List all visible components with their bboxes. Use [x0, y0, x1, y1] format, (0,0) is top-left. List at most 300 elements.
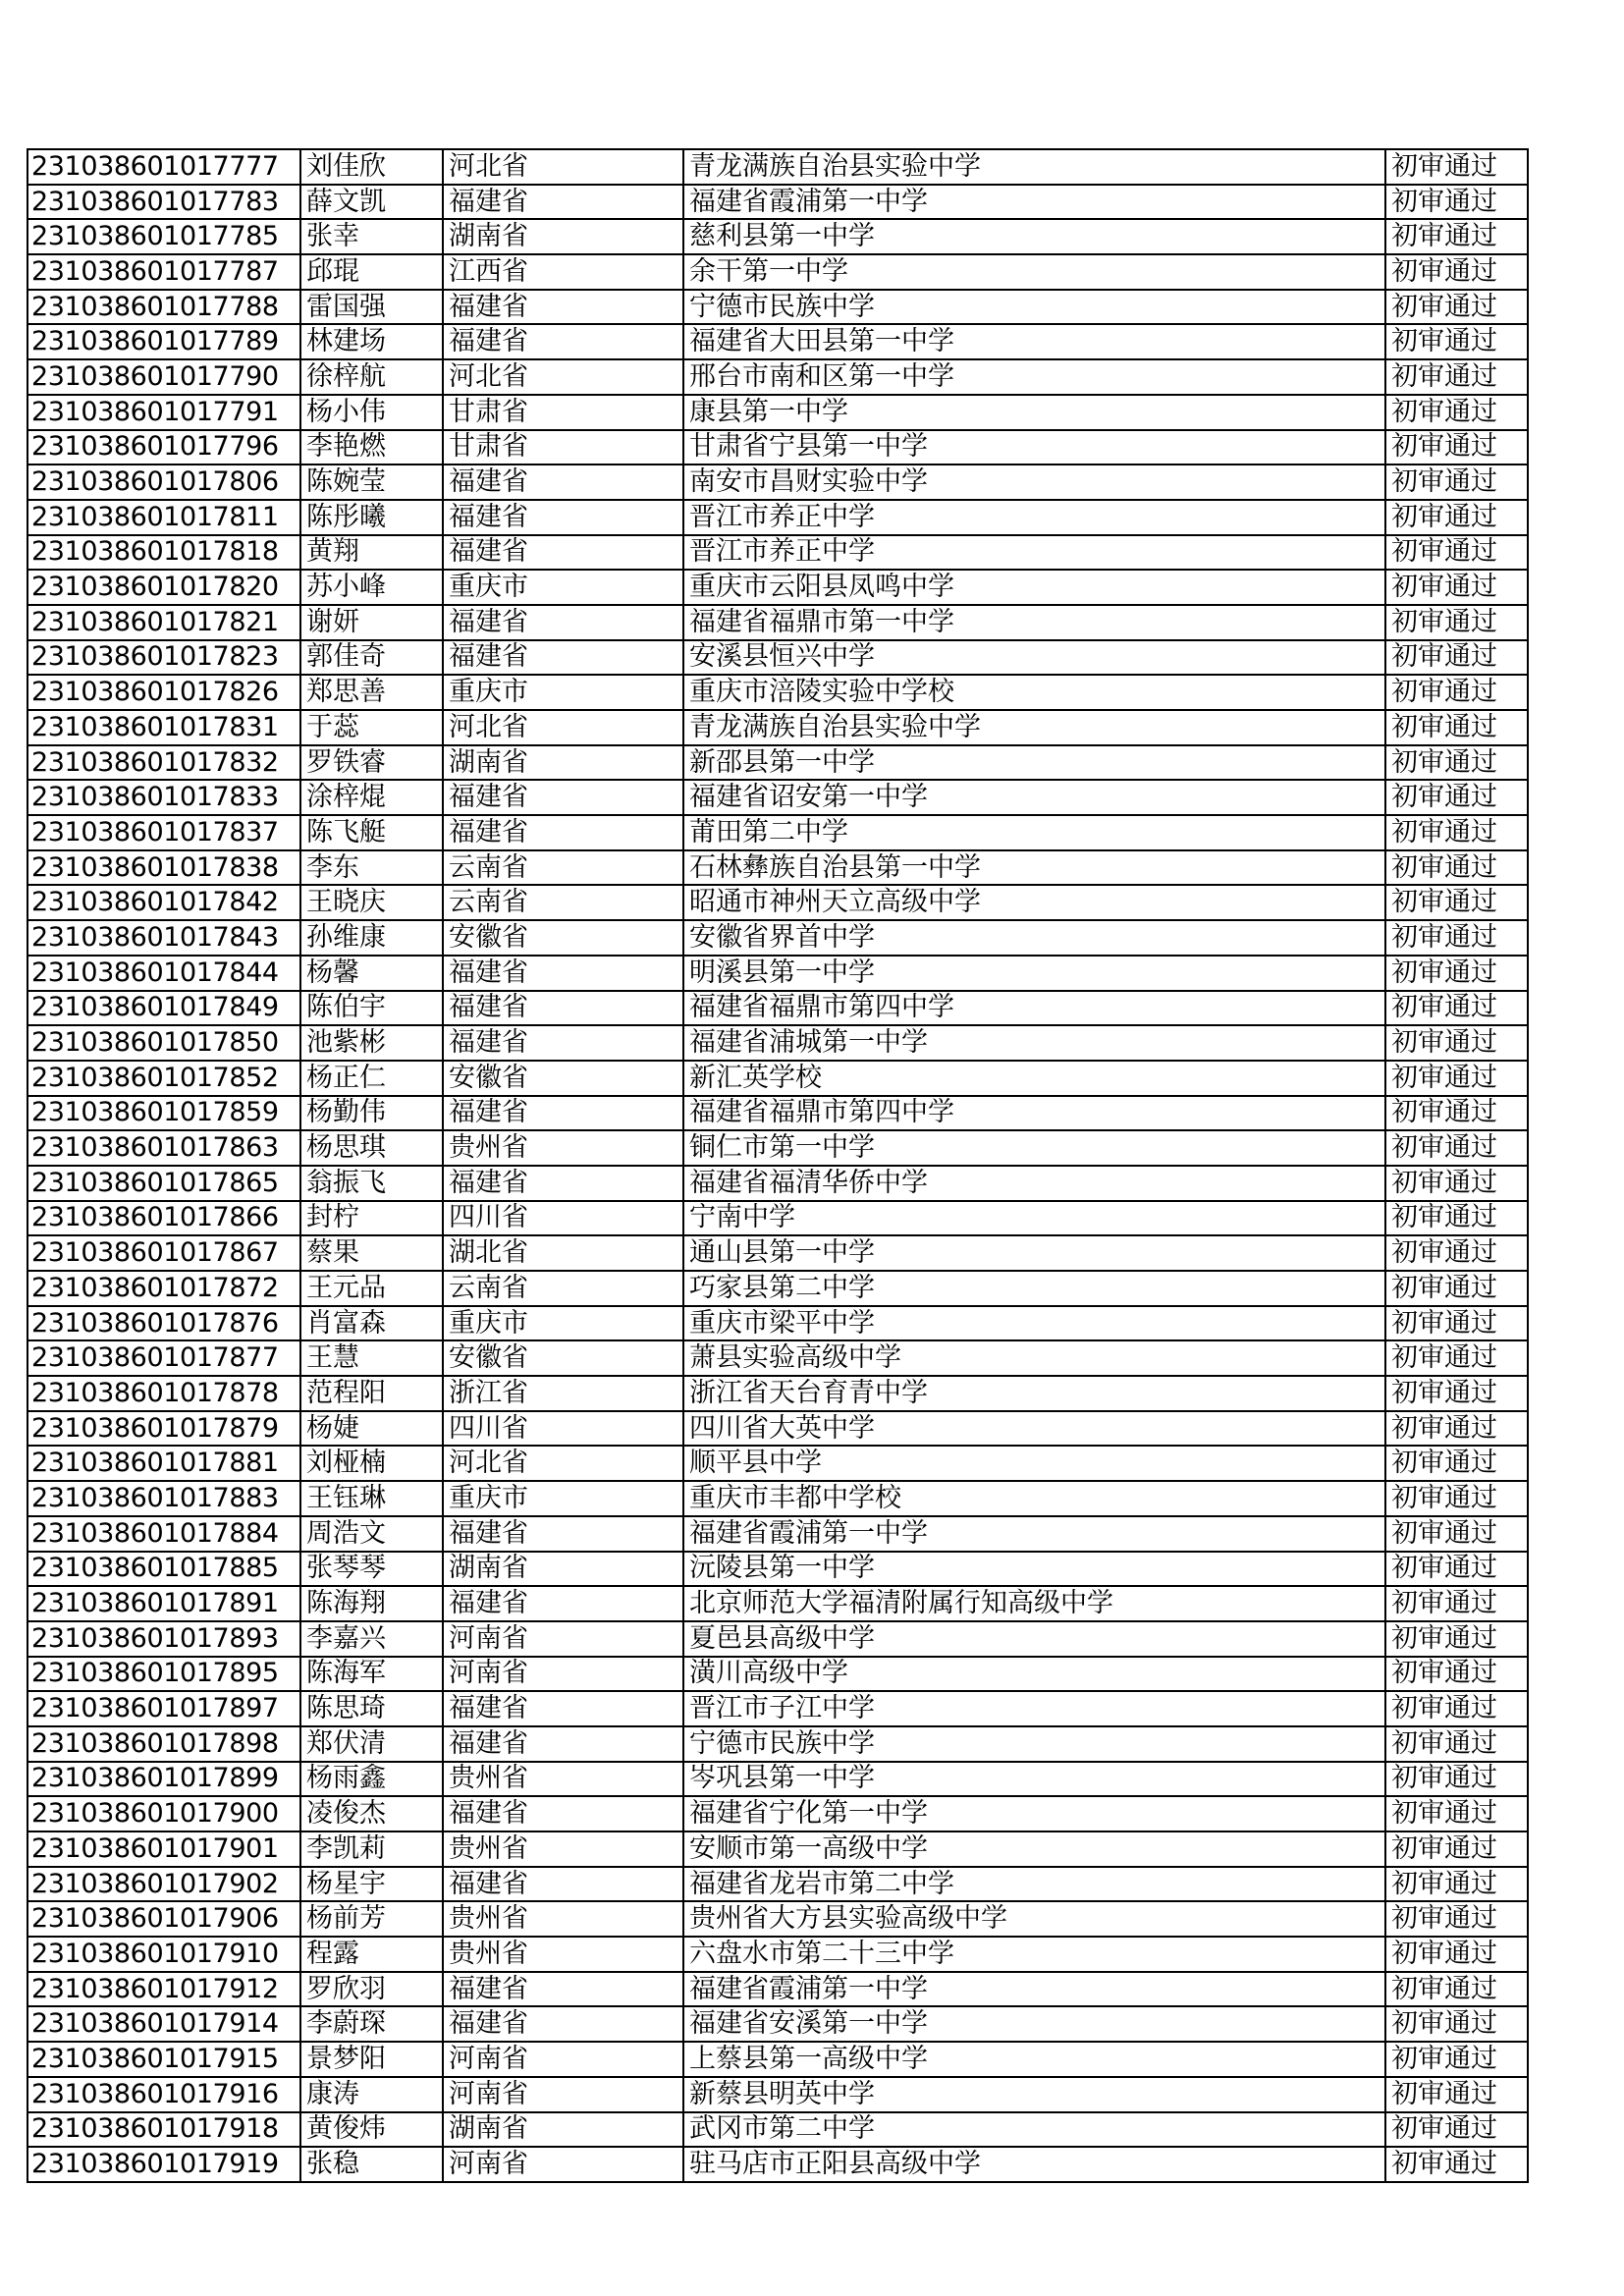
review-status-cell: 初审通过: [1385, 185, 1528, 220]
table-row: [27, 1726, 1528, 1762]
registration-id-cell: 231038601017879: [27, 1411, 300, 1447]
review-status-cell: 初审通过: [1385, 710, 1528, 745]
table-row: [27, 1340, 1528, 1376]
registration-id-cell: 231038601017838: [27, 850, 300, 886]
table-row: [27, 1446, 1528, 1481]
school-cell: 巧家县第二中学: [683, 1271, 1385, 1306]
table-row: [27, 1691, 1528, 1726]
registration-id-cell: 231038601017777: [27, 149, 300, 185]
registration-id-cell: 231038601017867: [27, 1235, 300, 1271]
table-row: [27, 324, 1528, 359]
name-cell: 陈飞艇: [300, 815, 443, 850]
school-cell: 青龙满族自治县实验中学: [683, 710, 1385, 745]
name-cell: 雷国强: [300, 290, 443, 325]
name-cell: 程露: [300, 1937, 443, 1972]
school-cell: 晋江市养正中学: [683, 500, 1385, 535]
review-status-cell: 初审通过: [1385, 745, 1528, 781]
province-cell: 甘肃省: [443, 430, 683, 465]
name-cell: 杨小伟: [300, 395, 443, 430]
registration-id-cell: 231038601017891: [27, 1586, 300, 1621]
registration-id-cell: 231038601017918: [27, 2112, 300, 2148]
school-cell: 六盘水市第二十三中学: [683, 1937, 1385, 1972]
review-status-cell: 初审通过: [1385, 359, 1528, 395]
name-cell: 陈海翔: [300, 1586, 443, 1621]
province-cell: 福建省: [443, 1726, 683, 1762]
registration-id-cell: 231038601017849: [27, 991, 300, 1026]
province-cell: 福建省: [443, 1796, 683, 1831]
name-cell: 徐梓航: [300, 359, 443, 395]
province-cell: 福建省: [443, 815, 683, 850]
province-cell: 河南省: [443, 2147, 683, 2182]
province-cell: 福建省: [443, 780, 683, 815]
registration-id-cell: 231038601017863: [27, 1130, 300, 1166]
name-cell: 陈婉莹: [300, 465, 443, 500]
registration-id-cell: 231038601017818: [27, 535, 300, 571]
registration-id-cell: 231038601017823: [27, 640, 300, 676]
review-status-cell: 初审通过: [1385, 991, 1528, 1026]
province-cell: 福建省: [443, 324, 683, 359]
name-cell: 王元品: [300, 1271, 443, 1306]
province-cell: 四川省: [443, 1411, 683, 1447]
province-cell: 安徽省: [443, 920, 683, 956]
registration-id-cell: 231038601017796: [27, 430, 300, 465]
province-cell: 贵州省: [443, 1130, 683, 1166]
table-row: [27, 2006, 1528, 2042]
review-status-cell: 初审通过: [1385, 1796, 1528, 1831]
registration-id-cell: 231038601017872: [27, 1271, 300, 1306]
table-row: [27, 745, 1528, 781]
review-status-cell: 初审通过: [1385, 1516, 1528, 1552]
province-cell: 福建省: [443, 640, 683, 676]
review-status-cell: 初审通过: [1385, 1867, 1528, 1902]
name-cell: 凌俊杰: [300, 1796, 443, 1831]
registration-id-cell: 231038601017783: [27, 185, 300, 220]
school-cell: 岑巩县第一中学: [683, 1762, 1385, 1797]
results-table-body: [27, 149, 1528, 2182]
registration-id-cell: 231038601017893: [27, 1621, 300, 1657]
name-cell: 蔡果: [300, 1235, 443, 1271]
name-cell: 杨思琪: [300, 1130, 443, 1166]
table-row: [27, 500, 1528, 535]
table-row: [27, 1481, 1528, 1516]
review-status-cell: 初审通过: [1385, 850, 1528, 886]
province-cell: 云南省: [443, 885, 683, 920]
table-row: [27, 920, 1528, 956]
table-row: [27, 850, 1528, 886]
table-row: [27, 605, 1528, 640]
province-cell: 湖南省: [443, 745, 683, 781]
review-status-cell: 初审通过: [1385, 1691, 1528, 1726]
table-row: [27, 149, 1528, 185]
name-cell: 李嘉兴: [300, 1621, 443, 1657]
name-cell: 郭佳奇: [300, 640, 443, 676]
name-cell: 杨正仁: [300, 1061, 443, 1096]
school-cell: 晋江市养正中学: [683, 535, 1385, 571]
review-status-cell: 初审通过: [1385, 1130, 1528, 1166]
review-status-cell: 初审通过: [1385, 640, 1528, 676]
registration-id-cell: 231038601017876: [27, 1306, 300, 1341]
name-cell: 涂梓焜: [300, 780, 443, 815]
registration-id-cell: 231038601017877: [27, 1340, 300, 1376]
registration-id-cell: 231038601017831: [27, 710, 300, 745]
registration-id-cell: 231038601017906: [27, 1901, 300, 1937]
review-status-cell: 初审通过: [1385, 1586, 1528, 1621]
name-cell: 郑伏清: [300, 1726, 443, 1762]
name-cell: 杨前芳: [300, 1901, 443, 1937]
name-cell: 陈海军: [300, 1657, 443, 1692]
school-cell: 沅陵县第一中学: [683, 1552, 1385, 1587]
province-cell: 福建省: [443, 1867, 683, 1902]
province-cell: 河南省: [443, 1657, 683, 1692]
school-cell: 晋江市子江中学: [683, 1691, 1385, 1726]
name-cell: 陈彤曦: [300, 500, 443, 535]
registration-id-cell: 231038601017914: [27, 2006, 300, 2042]
province-cell: 重庆市: [443, 675, 683, 710]
table-row: [27, 710, 1528, 745]
registration-id-cell: 231038601017842: [27, 885, 300, 920]
registration-id-cell: 231038601017833: [27, 780, 300, 815]
name-cell: 陈伯宇: [300, 991, 443, 1026]
school-cell: 新邵县第一中学: [683, 745, 1385, 781]
school-cell: 重庆市涪陵实验中学校: [683, 675, 1385, 710]
name-cell: 林建场: [300, 324, 443, 359]
registration-id-cell: 231038601017788: [27, 290, 300, 325]
table-row: [27, 2112, 1528, 2148]
school-cell: 邢台市南和区第一中学: [683, 359, 1385, 395]
table-row: [27, 219, 1528, 254]
province-cell: 四川省: [443, 1201, 683, 1236]
name-cell: 李东: [300, 850, 443, 886]
province-cell: 湖南省: [443, 219, 683, 254]
school-cell: 新蔡县明英中学: [683, 2077, 1385, 2112]
review-status-cell: 初审通过: [1385, 2042, 1528, 2077]
review-status-cell: 初审通过: [1385, 149, 1528, 185]
province-cell: 江西省: [443, 254, 683, 290]
name-cell: 陈思琦: [300, 1691, 443, 1726]
table-row: [27, 1621, 1528, 1657]
name-cell: 李艳燃: [300, 430, 443, 465]
review-status-cell: 初审通过: [1385, 1096, 1528, 1131]
province-cell: 福建省: [443, 605, 683, 640]
school-cell: 重庆市梁平中学: [683, 1306, 1385, 1341]
province-cell: 河南省: [443, 2077, 683, 2112]
province-cell: 福建省: [443, 465, 683, 500]
name-cell: 翁振飞: [300, 1166, 443, 1201]
review-status-cell: 初审通过: [1385, 1340, 1528, 1376]
province-cell: 重庆市: [443, 570, 683, 605]
name-cell: 封柠: [300, 1201, 443, 1236]
table-row: [27, 570, 1528, 605]
registration-id-cell: 231038601017878: [27, 1376, 300, 1411]
review-status-cell: 初审通过: [1385, 1446, 1528, 1481]
name-cell: 范程阳: [300, 1376, 443, 1411]
school-cell: 萧县实验高级中学: [683, 1340, 1385, 1376]
name-cell: 黄翔: [300, 535, 443, 571]
school-cell: 宁德市民族中学: [683, 1726, 1385, 1762]
table-row: [27, 885, 1528, 920]
table-row: [27, 1762, 1528, 1797]
review-status-cell: 初审通过: [1385, 1376, 1528, 1411]
table-row: [27, 1937, 1528, 1972]
school-cell: 福建省霞浦第一中学: [683, 185, 1385, 220]
province-cell: 河南省: [443, 1621, 683, 1657]
name-cell: 刘佳欣: [300, 149, 443, 185]
review-status-cell: 初审通过: [1385, 2077, 1528, 2112]
name-cell: 杨星宇: [300, 1867, 443, 1902]
province-cell: 甘肃省: [443, 395, 683, 430]
school-cell: 安溪县恒兴中学: [683, 640, 1385, 676]
name-cell: 景梦阳: [300, 2042, 443, 2077]
review-status-cell: 初审通过: [1385, 254, 1528, 290]
province-cell: 云南省: [443, 850, 683, 886]
registration-id-cell: 231038601017897: [27, 1691, 300, 1726]
table-row: [27, 2077, 1528, 2112]
registration-id-cell: 231038601017895: [27, 1657, 300, 1692]
review-status-cell: 初审通过: [1385, 324, 1528, 359]
review-status-cell: 初审通过: [1385, 1726, 1528, 1762]
review-status-cell: 初审通过: [1385, 675, 1528, 710]
province-cell: 湖南省: [443, 1552, 683, 1587]
review-status-cell: 初审通过: [1385, 1235, 1528, 1271]
review-status-cell: 初审通过: [1385, 1901, 1528, 1937]
school-cell: 莆田第二中学: [683, 815, 1385, 850]
table-row: [27, 2147, 1528, 2182]
name-cell: 杨婕: [300, 1411, 443, 1447]
table-row: [27, 359, 1528, 395]
results-table: [27, 148, 1529, 2183]
review-status-cell: 初审通过: [1385, 465, 1528, 500]
review-status-cell: 初审通过: [1385, 1271, 1528, 1306]
name-cell: 李凯莉: [300, 1831, 443, 1867]
review-status-cell: 初审通过: [1385, 430, 1528, 465]
review-status-cell: 初审通过: [1385, 2147, 1528, 2182]
table-row: [27, 1130, 1528, 1166]
registration-id-cell: 231038601017901: [27, 1831, 300, 1867]
table-row: [27, 1166, 1528, 1201]
registration-id-cell: 231038601017912: [27, 1972, 300, 2007]
table-row: [27, 1657, 1528, 1692]
registration-id-cell: 231038601017884: [27, 1516, 300, 1552]
table-row: [27, 1306, 1528, 1341]
province-cell: 福建省: [443, 290, 683, 325]
school-cell: 南安市昌财实验中学: [683, 465, 1385, 500]
school-cell: 上蔡县第一高级中学: [683, 2042, 1385, 2077]
registration-id-cell: 231038601017806: [27, 465, 300, 500]
school-cell: 明溪县第一中学: [683, 956, 1385, 991]
school-cell: 慈利县第一中学: [683, 219, 1385, 254]
province-cell: 福建省: [443, 185, 683, 220]
school-cell: 重庆市云阳县凤鸣中学: [683, 570, 1385, 605]
registration-id-cell: 231038601017865: [27, 1166, 300, 1201]
review-status-cell: 初审通过: [1385, 290, 1528, 325]
school-cell: 重庆市丰都中学校: [683, 1481, 1385, 1516]
school-cell: 安徽省界首中学: [683, 920, 1385, 956]
name-cell: 池紫彬: [300, 1025, 443, 1061]
province-cell: 福建省: [443, 1096, 683, 1131]
review-status-cell: 初审通过: [1385, 219, 1528, 254]
province-cell: 重庆市: [443, 1481, 683, 1516]
school-cell: 驻马店市正阳县高级中学: [683, 2147, 1385, 2182]
registration-id-cell: 231038601017885: [27, 1552, 300, 1587]
province-cell: 福建省: [443, 535, 683, 571]
name-cell: 李蔚琛: [300, 2006, 443, 2042]
school-cell: 石林彝族自治县第一中学: [683, 850, 1385, 886]
school-cell: 宁南中学: [683, 1201, 1385, 1236]
review-status-cell: 初审通过: [1385, 885, 1528, 920]
province-cell: 湖北省: [443, 1235, 683, 1271]
registration-id-cell: 231038601017820: [27, 570, 300, 605]
school-cell: 夏邑县高级中学: [683, 1621, 1385, 1657]
table-row: [27, 1796, 1528, 1831]
school-cell: 福建省福鼎市第一中学: [683, 605, 1385, 640]
table-row: [27, 1271, 1528, 1306]
table-row: [27, 1201, 1528, 1236]
name-cell: 邱琨: [300, 254, 443, 290]
review-status-cell: 初审通过: [1385, 1657, 1528, 1692]
name-cell: 康涛: [300, 2077, 443, 2112]
registration-id-cell: 231038601017811: [27, 500, 300, 535]
review-status-cell: 初审通过: [1385, 535, 1528, 571]
review-status-cell: 初审通过: [1385, 1762, 1528, 1797]
name-cell: 罗铁睿: [300, 745, 443, 781]
registration-id-cell: 231038601017821: [27, 605, 300, 640]
table-row: [27, 640, 1528, 676]
table-row: [27, 1025, 1528, 1061]
registration-id-cell: 231038601017910: [27, 1937, 300, 1972]
name-cell: 苏小峰: [300, 570, 443, 605]
school-cell: 宁德市民族中学: [683, 290, 1385, 325]
name-cell: 郑思善: [300, 675, 443, 710]
review-status-cell: 初审通过: [1385, 1972, 1528, 2007]
review-status-cell: 初审通过: [1385, 395, 1528, 430]
table-row: [27, 1901, 1528, 1937]
table-row: [27, 2042, 1528, 2077]
registration-id-cell: 231038601017789: [27, 324, 300, 359]
school-cell: 福建省宁化第一中学: [683, 1796, 1385, 1831]
registration-id-cell: 231038601017915: [27, 2042, 300, 2077]
school-cell: 通山县第一中学: [683, 1235, 1385, 1271]
review-status-cell: 初审通过: [1385, 1937, 1528, 1972]
registration-id-cell: 231038601017787: [27, 254, 300, 290]
school-cell: 福建省诏安第一中学: [683, 780, 1385, 815]
name-cell: 罗欣羽: [300, 1972, 443, 2007]
province-cell: 河南省: [443, 2042, 683, 2077]
registration-id-cell: 231038601017866: [27, 1201, 300, 1236]
school-cell: 安顺市第一高级中学: [683, 1831, 1385, 1867]
school-cell: 新汇英学校: [683, 1061, 1385, 1096]
registration-id-cell: 231038601017791: [27, 395, 300, 430]
school-cell: 福建省福清华侨中学: [683, 1166, 1385, 1201]
name-cell: 杨雨鑫: [300, 1762, 443, 1797]
province-cell: 贵州省: [443, 1901, 683, 1937]
review-status-cell: 初审通过: [1385, 1166, 1528, 1201]
table-row: [27, 430, 1528, 465]
school-cell: 福建省大田县第一中学: [683, 324, 1385, 359]
table-row: [27, 991, 1528, 1026]
school-cell: 福建省福鼎市第四中学: [683, 991, 1385, 1026]
province-cell: 福建省: [443, 500, 683, 535]
registration-id-cell: 231038601017826: [27, 675, 300, 710]
province-cell: 福建省: [443, 1025, 683, 1061]
school-cell: 福建省龙岩市第二中学: [683, 1867, 1385, 1902]
table-row: [27, 1831, 1528, 1867]
registration-id-cell: 231038601017919: [27, 2147, 300, 2182]
registration-id-cell: 231038601017883: [27, 1481, 300, 1516]
name-cell: 孙维康: [300, 920, 443, 956]
review-status-cell: 初审通过: [1385, 1831, 1528, 1867]
registration-id-cell: 231038601017837: [27, 815, 300, 850]
review-status-cell: 初审通过: [1385, 1621, 1528, 1657]
name-cell: 肖富森: [300, 1306, 443, 1341]
province-cell: 云南省: [443, 1271, 683, 1306]
table-row: [27, 1411, 1528, 1447]
province-cell: 河北省: [443, 1446, 683, 1481]
review-status-cell: 初审通过: [1385, 1025, 1528, 1061]
name-cell: 周浩文: [300, 1516, 443, 1552]
review-status-cell: 初审通过: [1385, 605, 1528, 640]
review-status-cell: 初审通过: [1385, 1306, 1528, 1341]
province-cell: 福建省: [443, 991, 683, 1026]
province-cell: 重庆市: [443, 1306, 683, 1341]
school-cell: 福建省福鼎市第四中学: [683, 1096, 1385, 1131]
registration-id-cell: 231038601017898: [27, 1726, 300, 1762]
table-row: [27, 535, 1528, 571]
province-cell: 河北省: [443, 710, 683, 745]
name-cell: 张琴琴: [300, 1552, 443, 1587]
registration-id-cell: 231038601017850: [27, 1025, 300, 1061]
name-cell: 刘桠楠: [300, 1446, 443, 1481]
province-cell: 河北省: [443, 149, 683, 185]
table-row: [27, 290, 1528, 325]
province-cell: 福建省: [443, 2006, 683, 2042]
name-cell: 张稳: [300, 2147, 443, 2182]
name-cell: 杨勤伟: [300, 1096, 443, 1131]
province-cell: 浙江省: [443, 1376, 683, 1411]
table-row: [27, 465, 1528, 500]
review-status-cell: 初审通过: [1385, 1552, 1528, 1587]
name-cell: 王钰琳: [300, 1481, 443, 1516]
name-cell: 于蕊: [300, 710, 443, 745]
province-cell: 福建省: [443, 1972, 683, 2007]
school-cell: 福建省霞浦第一中学: [683, 1972, 1385, 2007]
table-row: [27, 395, 1528, 430]
registration-id-cell: 231038601017859: [27, 1096, 300, 1131]
name-cell: 谢妍: [300, 605, 443, 640]
registration-id-cell: 231038601017844: [27, 956, 300, 991]
school-cell: 福建省安溪第一中学: [683, 2006, 1385, 2042]
table-row: [27, 1552, 1528, 1587]
review-status-cell: 初审通过: [1385, 2006, 1528, 2042]
school-cell: 武冈市第二中学: [683, 2112, 1385, 2148]
school-cell: 北京师范大学福清附属行知高级中学: [683, 1586, 1385, 1621]
school-cell: 福建省浦城第一中学: [683, 1025, 1385, 1061]
school-cell: 甘肃省宁县第一中学: [683, 430, 1385, 465]
school-cell: 余干第一中学: [683, 254, 1385, 290]
name-cell: 张幸: [300, 219, 443, 254]
school-cell: 青龙满族自治县实验中学: [683, 149, 1385, 185]
province-cell: 河北省: [443, 359, 683, 395]
table-row: [27, 1061, 1528, 1096]
review-status-cell: 初审通过: [1385, 2112, 1528, 2148]
table-row: [27, 1516, 1528, 1552]
province-cell: 福建省: [443, 1691, 683, 1726]
review-status-cell: 初审通过: [1385, 500, 1528, 535]
table-row: [27, 1235, 1528, 1271]
registration-id-cell: 231038601017832: [27, 745, 300, 781]
name-cell: 王慧: [300, 1340, 443, 1376]
name-cell: 薛文凯: [300, 185, 443, 220]
school-cell: 贵州省大方县实验高级中学: [683, 1901, 1385, 1937]
